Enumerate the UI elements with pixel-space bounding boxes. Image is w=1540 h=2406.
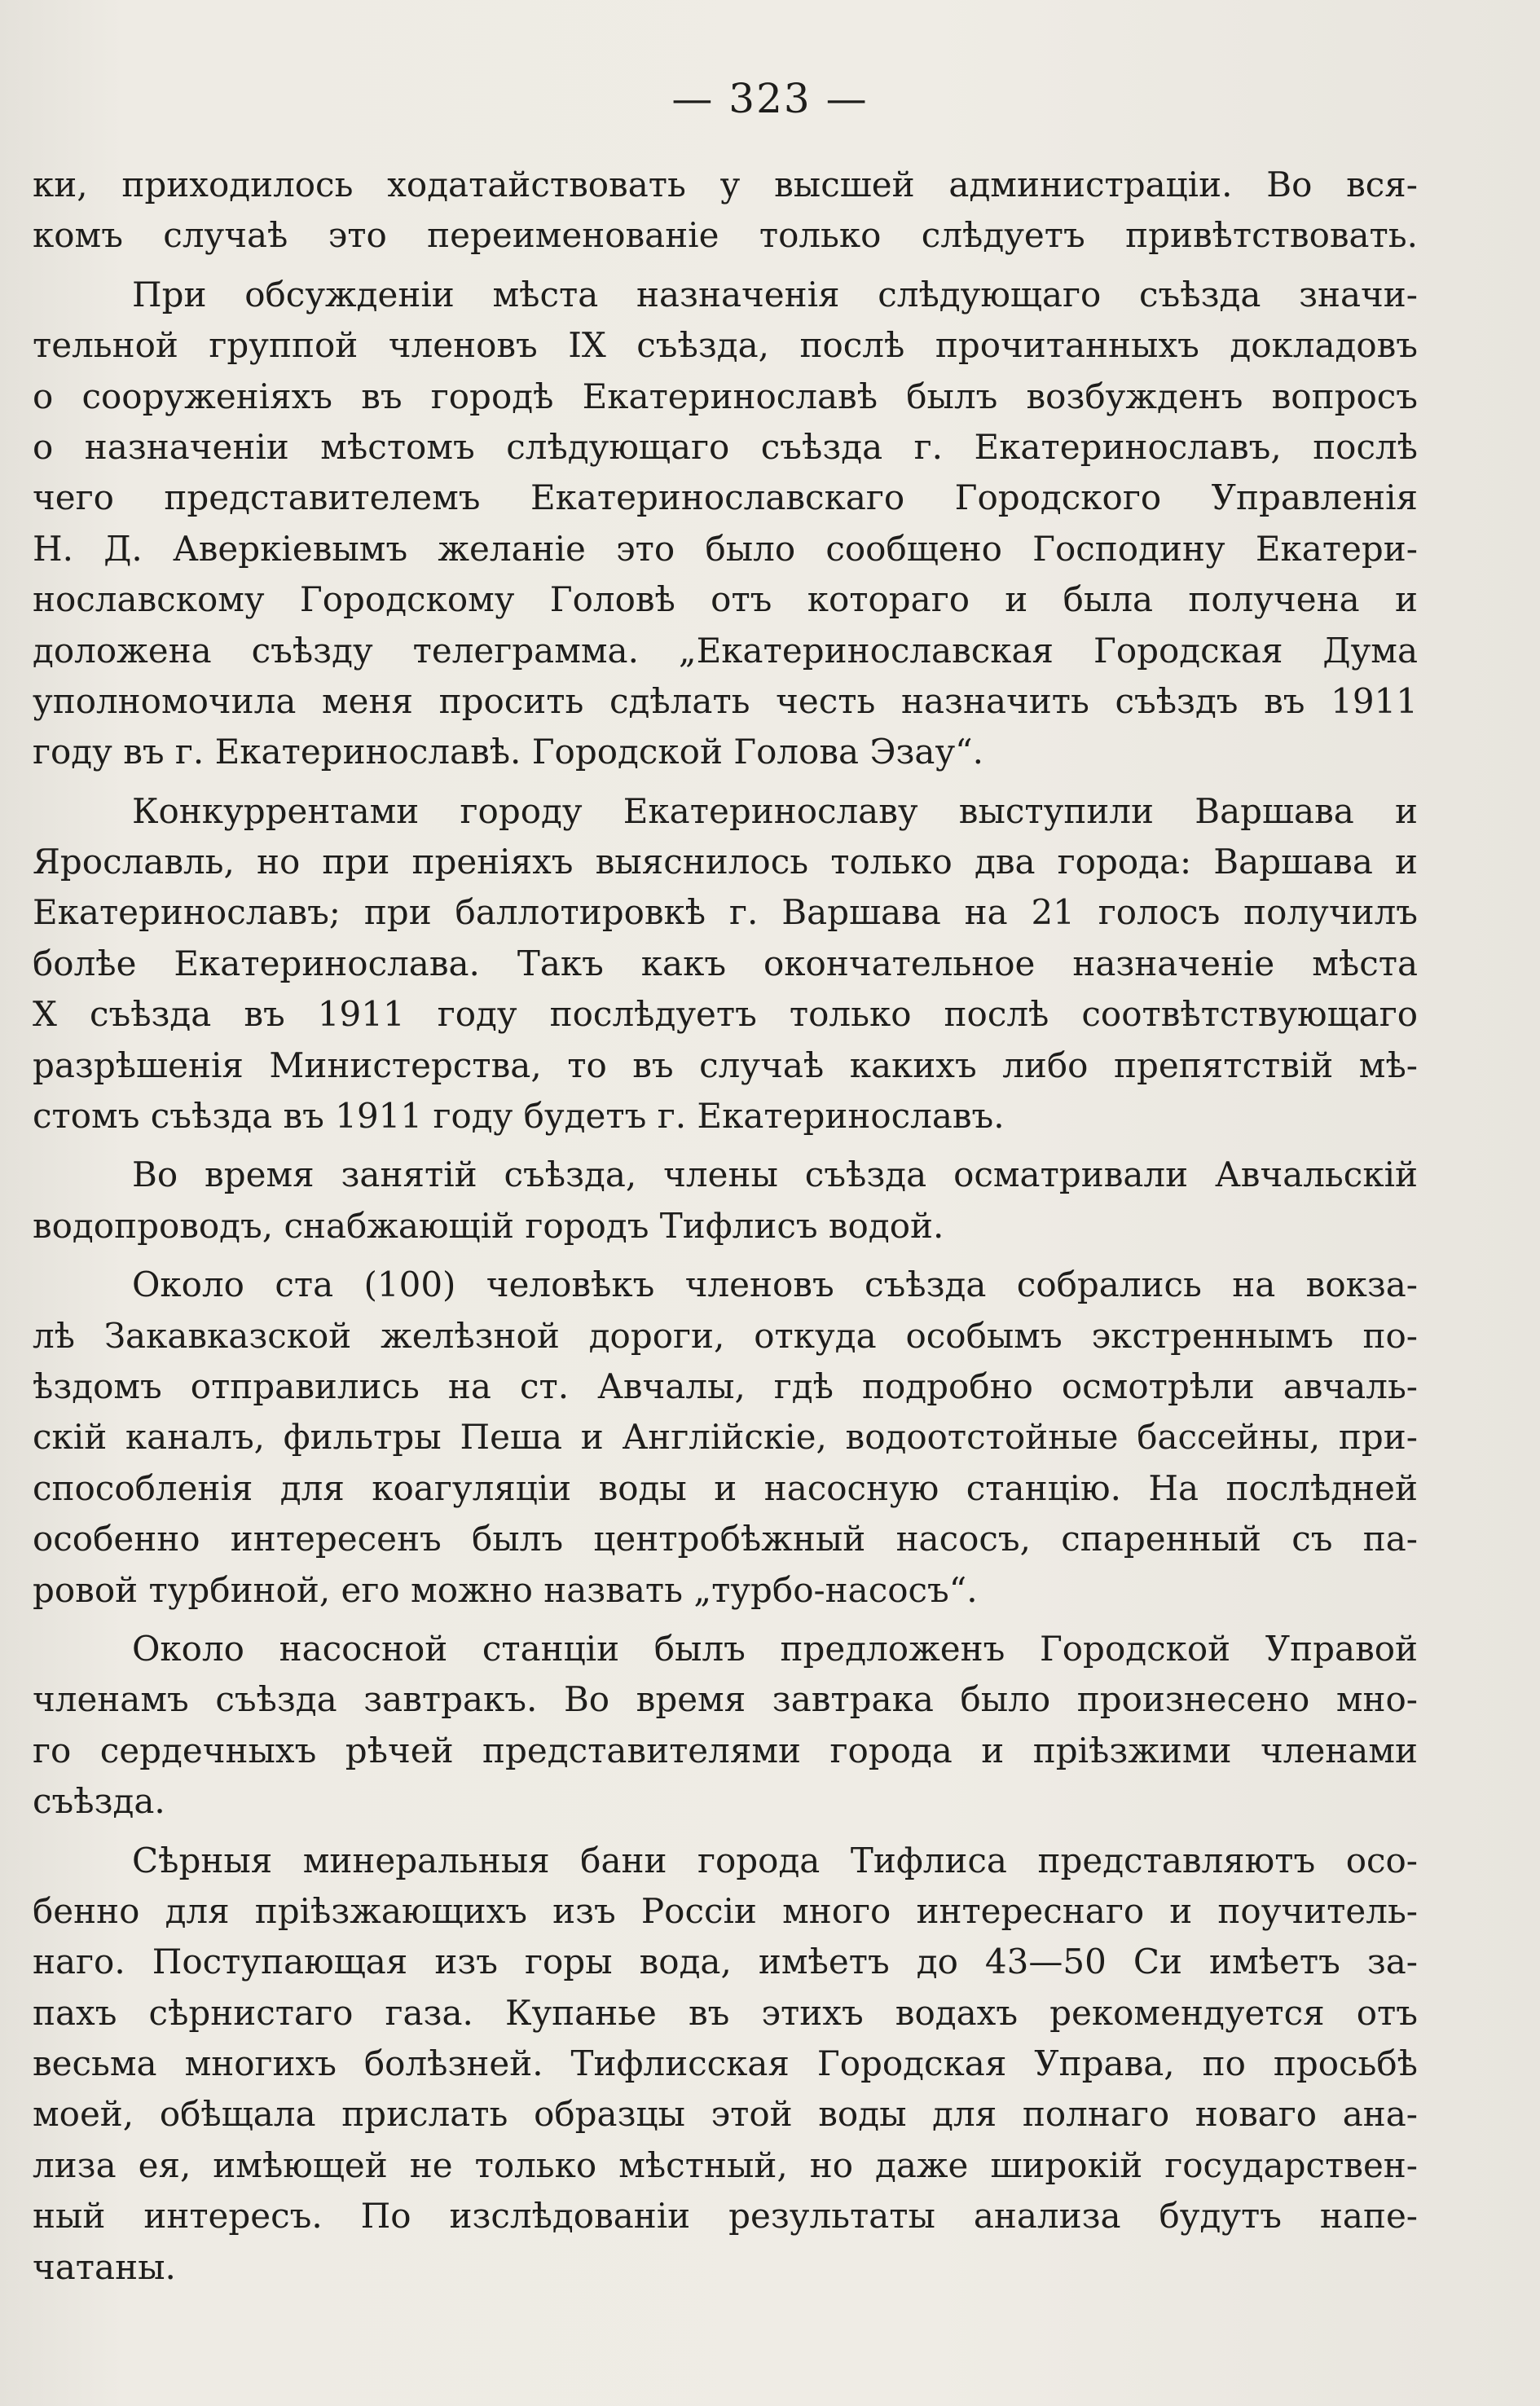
text-line: Н. Д. Аверкіевымъ желаніе это было сообщено Господину Екатери- — [33, 528, 1418, 569]
text-line: болѣе Екатеринослава. Такъ какъ окончательное назначеніе мѣста — [33, 943, 1418, 983]
paragraph-p5 — [33, 1624, 1418, 1828]
paragraph-gap — [33, 1616, 1418, 1624]
text-line: ровой турбиной, его можно назвать „турбо-насосъ“. — [33, 1569, 978, 1610]
paragraph-p3 — [33, 1150, 1418, 1251]
text-line: съѣзда. — [33, 1781, 165, 1822]
page-number: — 323 — — [671, 75, 869, 122]
paragraph-gap — [33, 1828, 1418, 1836]
body-text — [33, 160, 1418, 2293]
text-line: членамъ съѣзда завтракъ. Во время завтрака было произнесено мно- — [33, 1679, 1418, 1720]
text-line: бенно для пріѣзжающихъ изъ Россіи много интереснаго и поучитель- — [33, 1890, 1418, 1931]
text-line: ѣздомъ отправились на ст. Авчалы, гдѣ подробно осмотрѣли авчаль- — [33, 1366, 1418, 1406]
paragraph-p4 — [33, 1260, 1418, 1616]
text-line: стомъ съѣзда въ 1911 году будетъ г. Екатеринославъ. — [33, 1096, 1005, 1137]
paragraph-gap — [33, 1141, 1418, 1150]
text-line: Конкуррентами городу Екатеринославу выступили Варшава и — [132, 790, 1418, 831]
paragraph-p1 — [33, 270, 1418, 778]
text-line: скій каналъ, фильтры Пеша и Англійскіе, водоотстойные бассейны, при- — [33, 1417, 1418, 1458]
text-line: лѣ Закавказской желѣзной дороги, откуда особымъ экстреннымъ по- — [33, 1315, 1418, 1356]
text-line: году въ г. Екатеринославѣ. Городской Голова Эзау“. — [33, 732, 983, 772]
text-line: Около ста (100) человѣкъ членовъ съѣзда собрались на вокза- — [132, 1265, 1418, 1305]
text-line: наго. Поступающая изъ горы вода, имѣетъ до 43—50 Си имѣетъ за- — [33, 1942, 1418, 1982]
paragraph-p2 — [33, 786, 1418, 1142]
text-line: пахъ сѣрнистаго газа. Купанье въ этихъ водахъ рекомендуется отъ — [33, 1992, 1418, 2033]
text-line: нославскому Городскому Головѣ отъ котораго и была получена и — [33, 579, 1418, 620]
text-line: Ярославль, но при преніяхъ выяснилось только два города: Варшава и — [33, 842, 1418, 882]
text-line: Во время занятій съѣзда, члены съѣзда осматривали Авчальскій — [132, 1155, 1418, 1195]
text-line: комъ случаѣ это переименованіе только слѣдуетъ привѣтствовать. — [33, 215, 1418, 256]
text-line: уполномочила меня просить сдѣлать честь назначить съѣздъ въ 1911 — [33, 680, 1418, 721]
text-line: ный интересъ. По изслѣдованіи результаты анализа будутъ напе- — [33, 2196, 1418, 2237]
paragraph-gap — [33, 262, 1418, 270]
text-line: способленія для коагуляціи воды и насосную станцію. На послѣдней — [33, 1467, 1418, 1508]
text-line: Сѣрныя минеральныя бани города Тифлиса представляютъ осо- — [132, 1840, 1418, 1880]
text-line: лиза ея, имѣющей не только мѣстный, но даже широкій государствен- — [33, 2144, 1418, 2185]
text-line: Екатеринославъ; при баллотировкѣ г. Варшава на 21 голосъ получилъ — [33, 892, 1418, 933]
text-line: о назначеніи мѣстомъ слѣдующаго съѣзда г. Екатеринославъ, послѣ — [33, 426, 1418, 467]
paragraph-p0 — [33, 160, 1418, 262]
text-line: моей, обѣщала прислать образцы этой воды для полнаго новаго ана- — [33, 2094, 1418, 2135]
text-line: о сооруженіяхъ въ городѣ Екатеринославѣ былъ возбужденъ вопросъ — [33, 376, 1418, 416]
text-line: го сердечныхъ рѣчей представителями города и пріѣзжими членами — [33, 1730, 1418, 1770]
text-line: При обсужденіи мѣста назначенія слѣдующаго съѣзда значи- — [132, 274, 1418, 314]
text-line: доложена съѣзду телеграмма. „Екатеринославская Городская Дума — [33, 630, 1418, 671]
text-line: весьма многихъ болѣзней. Тифлисская Городская Управа, по просьбѣ — [33, 2043, 1418, 2084]
text-line: Около насосной станціи былъ предложенъ Городской Управой — [132, 1628, 1418, 1669]
text-line: водопроводъ, снабжающій городъ Тифлисъ водой. — [33, 1205, 944, 1246]
text-line: чатаны. — [33, 2246, 176, 2287]
text-line: X съѣзда въ 1911 году послѣдуетъ только послѣ соотвѣтствующаго — [33, 994, 1418, 1035]
paragraph-p6 — [33, 1836, 1418, 2294]
text-line: тельной группой членовъ IX съѣзда, послѣ прочитанныхъ докладовъ — [33, 325, 1418, 366]
text-line: чего представителемъ Екатеринославскаго Городского Управленія — [33, 477, 1418, 518]
text-line: особенно интересенъ былъ центробѣжный насосъ, спаренный съ па- — [33, 1519, 1418, 1559]
paragraph-gap — [33, 1251, 1418, 1260]
paragraph-gap — [33, 778, 1418, 786]
text-line: ки, приходилось ходатайствовать у высшей администраціи. Во вся- — [33, 165, 1418, 205]
text-line: разрѣшенія Министерства, то въ случаѣ какихъ либо препятствій мѣ- — [33, 1045, 1418, 1085]
